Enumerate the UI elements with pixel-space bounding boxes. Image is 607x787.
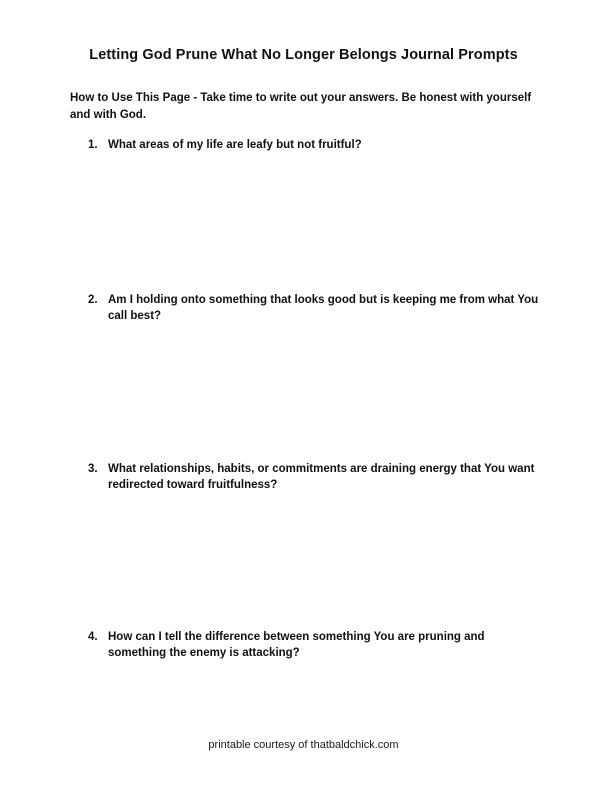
prompt-item bbox=[88, 292, 545, 461]
prompt-item bbox=[88, 137, 545, 292]
prompt-item bbox=[88, 461, 545, 629]
prompt-number: 1. bbox=[88, 139, 98, 152]
prompt-text: What areas of my life are leafy but not fruitful? bbox=[108, 139, 362, 152]
prompt-number: 3. bbox=[88, 463, 98, 476]
prompt-text: Am I holding onto something that looks good but is keeping me from what You call best? bbox=[108, 294, 539, 323]
page-title: Letting God Prune What No Longer Belongs Journal Prompts bbox=[89, 47, 518, 63]
instructions-text: How to Use This Page - Take time to write out your answers. Be honest with yourself and with God. bbox=[70, 92, 532, 121]
prompt-number: 4. bbox=[88, 631, 98, 644]
prompt-list bbox=[0, 123, 607, 719]
prompt-number: 2. bbox=[88, 294, 98, 307]
prompt-text: What relationships, habits, or commitments are draining energy that You want redirected toward fruitfulness? bbox=[108, 463, 535, 492]
prompt-text: How can I tell the difference between something You are pruning and something the enemy is attacking? bbox=[108, 631, 485, 660]
footer-credit: printable courtesy of thatbaldchick.com bbox=[208, 739, 399, 751]
prompt-item bbox=[88, 629, 545, 719]
